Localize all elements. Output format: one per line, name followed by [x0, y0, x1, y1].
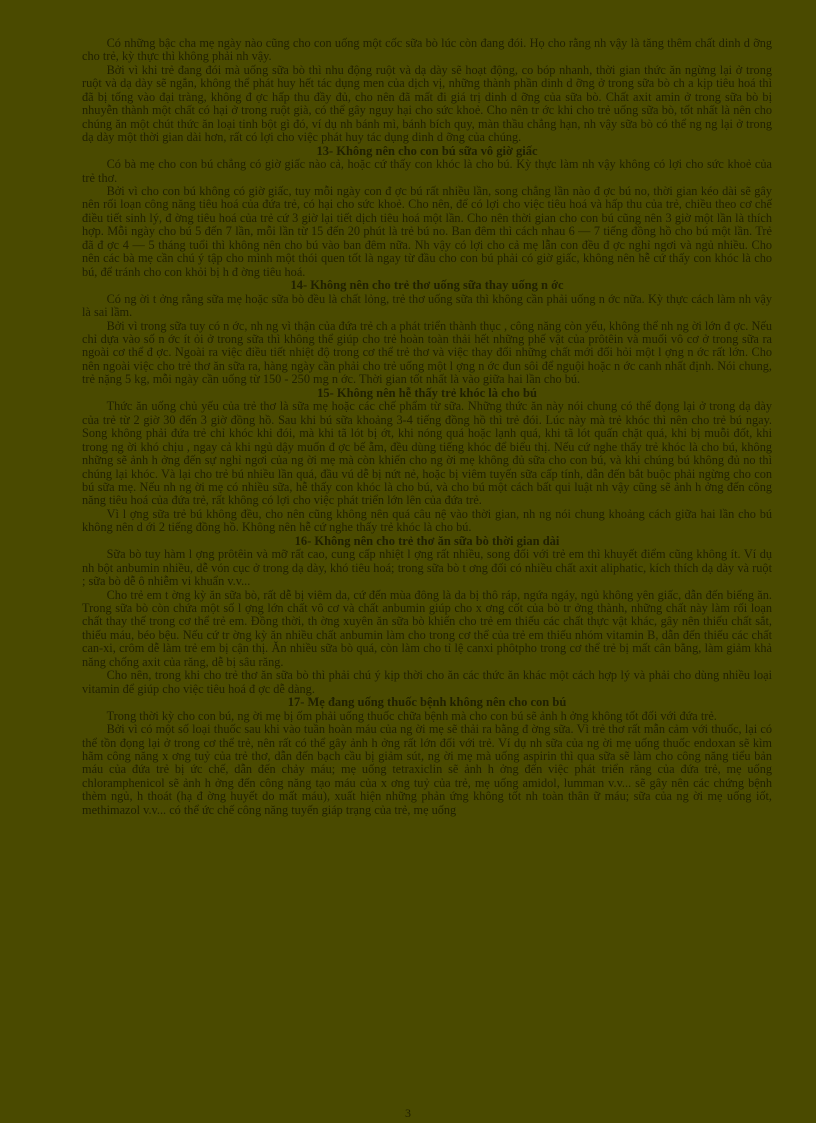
document-body: [82, 37, 772, 817]
paragraph: Thức ăn uống chủ yếu của trẻ thơ là sữa mẹ hoặc các chế phẩm từ sữa. Những thức ăn này nói chung có thể đọng lại ở trong dạ dày của trẻ từ 2 giờ 30 đến 3 giờ đồng hồ. Sau khi bú sữa khoảng 3-4 tiếng đồng hồ thì trẻ đói. Lúc này mà trẻ khóc thì nên cho trẻ bú ngay. Song không phải đứa trẻ chỉ khóc khi đói, mà khi tã lót bị ớt, khi nóng quá hoặc lạnh quá, khi tã lót quấn chặt quá, khi bị muỗi đốt, khi trong ng ời khó chịu , ngay cả khi ngủ dậy muốn đ ợc bế ẵm, đều dùng tiếng khóc để biểu thị. Nếu cứ nghe thấy trẻ khóc là cho bú, không những sẽ ảnh h ởng đến sự nghỉ ngơi của ng ời mẹ mà còn khiến cho ng ời mẹ không đủ sữa cho con bú, và khi chúng bú không đủ no thì chúng lại khóc. Và lại cho trẻ bú nhiều lần quá, đầu vú dễ bị nứt nẻ, hoặc bị viêm tuyến sữa cấp tính, dẫn đến bắt buộc phải ngừng cho con bú sữa mẹ. Nếu nh ng ời mẹ có nhiều sữa, hễ thấy con khóc là cho bú, và cho bú một cách bất qui luật nh vậy cũng sẽ ảnh h ởng đến công năng tiêu hoá của đứa trẻ, rất không có lợi cho việc phát triển lớn lên của đứa trẻ.: [82, 399, 772, 508]
section-17: [82, 696, 772, 817]
section-15: [82, 387, 772, 535]
paragraph: Có bà mẹ cho con bú chẳng có giờ giấc nào cả, hoặc cứ thấy con khóc là cho bú. Kỳ thực làm nh vậy không có lợi cho sức khoẻ của trẻ thơ.: [82, 157, 772, 185]
paragraph: Bởi vì khi trẻ đang đói mà uống sữa bò thì nhu động ruột và dạ dày sẽ hoạt động, co bóp nhanh, thời gian thức ăn ngừng lại ở trong ruột và dạ dày sẽ ngắn, không thể phát huy hết tác dụng men của dịch vị, những thành phần dinh d ỡng ở trong sữa bò ch a kịp tiêu hoá thì đã bị tống vào đại tràng, không đ ợc hấp thu đầy đủ, cho nên đã mất đi giá trị dinh d ỡng của sữa bò. Chất axit amin ở trong sữa bò bị nhuyễn thành một chất có hại ở trong ruột già, có thể gây nguy hại cho sức khoẻ. Cho nên tr ớc khi cho trẻ uống sữa bò, tốt nhất là nên cho chúng ăn một chút thức ăn loại tinh bột gì đó, ví dụ nh bánh mì, bánh bích quy, màn thầu chẳng hạn, nh vậy sữa bò có thể ng ng lại ở trong dạ dày một thời gian dài hơn, rất có lợi cho việc phát huy tác dụng dinh d ỡng của chúng.: [82, 62, 772, 145]
page-number: 3: [405, 1106, 411, 1120]
paragraph: Trong thời kỳ cho con bú, ng ời mẹ bị ốm phải uống thuốc chữa bệnh mà cho con bú sẽ ảnh h ởng không tốt đối với đứa trẻ.: [106, 708, 717, 723]
paragraph: Vì l ợng sữa trẻ bú không đều, cho nên cũng không nên quá câu nệ vào thời gian, nh ng nói chung khoảng cách giữa hai lần cho bú không nên d ới 2 tiếng đồng hồ. Không nên hễ cứ nghe thấy trẻ khóc là cho bú.: [82, 506, 772, 535]
paragraph: Bởi vì trong sữa tuy có n ớc, nh ng vì thận của đứa trẻ ch a phát triển thành thục , công năng còn yếu, không thể nh ng ời lớn đ ợc. Nếu chỉ dựa vào số n ớc ít ỏi ở trong sữa thì không thể giúp cho trẻ hoàn toàn thải hết những phế vật của prôtêin và muối vô cơ ở trong sữa ra ngoài cơ thể đ ợc. Ngoài ra việc điều tiết nhiệt độ trong cơ thể trẻ thơ và việc thay đổi những chất mới đối hỏi một l ợng n ớc rất lớn. Cho nên ngoài việc cho trẻ thơ ăn sữa ra, hàng ngày cần phải cho trẻ uống một l ợng n ớc đun sôi để nguội hoặc n ớc canh nhất định. Nói chung, trẻ nặng 5 kg, mỗi ngày cần uống từ 150 - 250 mg n ớc. Thời gian tốt nhất là vào giữa hai lần cho bú.: [82, 318, 772, 387]
paragraph: Bởi vì có một số loại thuốc sau khi vào tuần hoàn máu của ng ời mẹ sẽ thải ra bằng đ ờng sữa. Vì trẻ thơ rất mẫn cảm với thuốc, lại có thể tồn đọng lại ở trong cơ thể trẻ, nên rất có thể gây ảnh h ởng rất lớn đối với trẻ. Ví dụ nh sữa của ng ời mẹ uống thuốc endoxan sẽ kìm hãm công năng x ơng tuỷ của trẻ thơ, dẫn đến bạch cầu bị giảm sút, ng ời mẹ mà uống aspirin thì qua sữa sẽ làm cho công năng tiểu bản máu của đứa trẻ bị ức chế, dẫn đến chảy máu; mẹ uống tetraxiclin sẽ ảnh h ởng đến việc phát triển răng của đứa trẻ, mẹ uống chloramphenicol sẽ ảnh h ởng đến công năng tạo máu của x ơng tuỷ của trẻ, mẹ uống amidol, lumman v.v... sẽ gây nên các chứng bệnh thèm ngủ, h thoát (hạ đ ờng huyết do mất máu), xuất hiện những phản ứng không tốt nh toàn thân ữ máu; sữa của ng ời mẹ uống iốt, methimazol v.v... có thể ức chế công năng tuyến giáp trạng của trẻ, mẹ uống: [82, 722, 772, 817]
paragraph: Cho nên, trong khi cho trẻ thơ ăn sữa bò thì phải chú ý kịp thời cho ăn các thức ăn khác một cách hợp lý và phải cho dùng nhiều loại vitamin để giúp cho việc tiêu hoá đ ợc dễ dàng.: [82, 668, 772, 696]
paragraph: Có ng ời t ởng rằng sữa mẹ hoặc sữa bò đều là chất lỏng, trẻ thơ uống sữa thì không cần phải uống n ớc nữa. Kỳ thực cách làm nh vậy là sai lầm.: [82, 291, 772, 320]
paragraph: Cho trẻ em t ờng kỳ ăn sữa bò, rất dễ bị viêm da, cứ đến mùa đông là da bị thô ráp, ngứa ngáy, ngủ không yên giấc, dẫn đến biếng ăn. Trong sữa bò còn chứa một số l ợng lớn chất vô cơ và chất anbumin giúp cho x ơng cốt của bò tr ởng thành, những chất này làm rối loạn chất thay thế trong cơ thể trẻ em. Đồng thời, th ờng xuyên ăn sữa bò khiến cho trẻ em thiếu các chất thực vật khác, gây nên thiếu chất sắt, thiếu máu, béo bệu. Nếu cứ tr ờng kỳ ăn nhiều chất anbumin làm cho trong cơ thể của trẻ em thiếu nhóm vitamin B, dẫn đến thiếu các chất can-xi, crôm dễ làm trẻ em bị cận thị. Ăn nhiều sữa bò quá, còn làm cho tỉ lệ canxi phôtpho trong cơ thể trẻ bị mất cân bằng, làm giảm khả năng chống axit của răng, dễ bị sâu răng.: [82, 587, 772, 669]
intro-section: [82, 37, 772, 145]
section-heading: 17- Mẹ đang uống thuốc bệnh không nên cho con bú: [287, 695, 567, 710]
section-heading: 15- Không nên hễ thấy trẻ khóc là cho bú: [317, 385, 537, 400]
section-14: [82, 279, 772, 387]
paragraph: Bởi vì cho con bú không có giờ giấc, tuy mỗi ngày con đ ợc bú rất nhiều lần, song chẳng lần nào đ ợc bú no, thời gian kéo dài sẽ gây nên rối loạn công năng tiêu hoá của đứa trẻ, có hại cho sức khoẻ. Cho nên, để có lợi cho việc tiêu hoá và hấp thu của trẻ, chiều theo cơ chế điều tiết sinh lý, đ ờng tiêu hoá của trẻ cứ 3 giờ lại tiết dịch tiêu hoá một lần. Cho nên thời gian cho con bú cũng nên 3 giờ một lần là thích hợp. Mỗi ngày cho bú 5 đến 7 lần, mỗi lần từ 15 đến 20 phút là trẻ bú no. Ban đêm thì cách nhau 6 — 7 tiếng đồng hồ cho bú một lần. Trẻ đã đ ợc 4 — 5 tháng tuổi thì không nên cho bú vào ban đêm nữa. Nh vậy có lợi cho cả mẹ lẫn con đều đ ợc nghỉ ngơi và ngủ nhiều. Cho nên các bà mẹ cần chú ý tập cho mình một thói quen tốt là ngay từ đầu cho con bú phải có giờ giấc, không nên hễ cứ thấy con khóc là cho bú, để tránh cho con khỏi bị h đ ờng tiêu hoá.: [82, 183, 772, 279]
paragraph: Sữa bò tuy hàm l ợng prôtêin và mỡ rất cao, cung cấp nhiệt l ợng rất nhiều, song đối với trẻ em thì khuyết điểm cũng không ít. Ví dụ nh bột anbumin nhiều, dễ vón cục ở trong dạ dày, khó tiêu hoá; trong sữa bò t ơng đối có nhiều chất axit aliphatic, kích thích dạ dày và ruột ; sữa bò dễ ô nhiễm vi khuẩn v.v...: [82, 547, 772, 589]
section-16: [82, 535, 772, 696]
section-heading: 14- Không nên cho trẻ thơ uống sữa thay uống n ớc: [290, 278, 564, 293]
section-heading: 16- Không nên cho trẻ thơ ăn sữa bò thời gian dài: [294, 533, 560, 548]
section-13: [82, 145, 772, 280]
section-heading: 13- Không nên cho con bú sữa vô giờ giấc: [316, 143, 538, 158]
paragraph: Có những bậc cha mẹ ngày nào cũng cho con uống một cốc sữa bò lúc còn đang đói. Họ cho rằng nh vậy là tăng thêm chất dinh d ỡng cho trẻ, kỳ thực thì không phải nh vậy.: [82, 36, 772, 64]
